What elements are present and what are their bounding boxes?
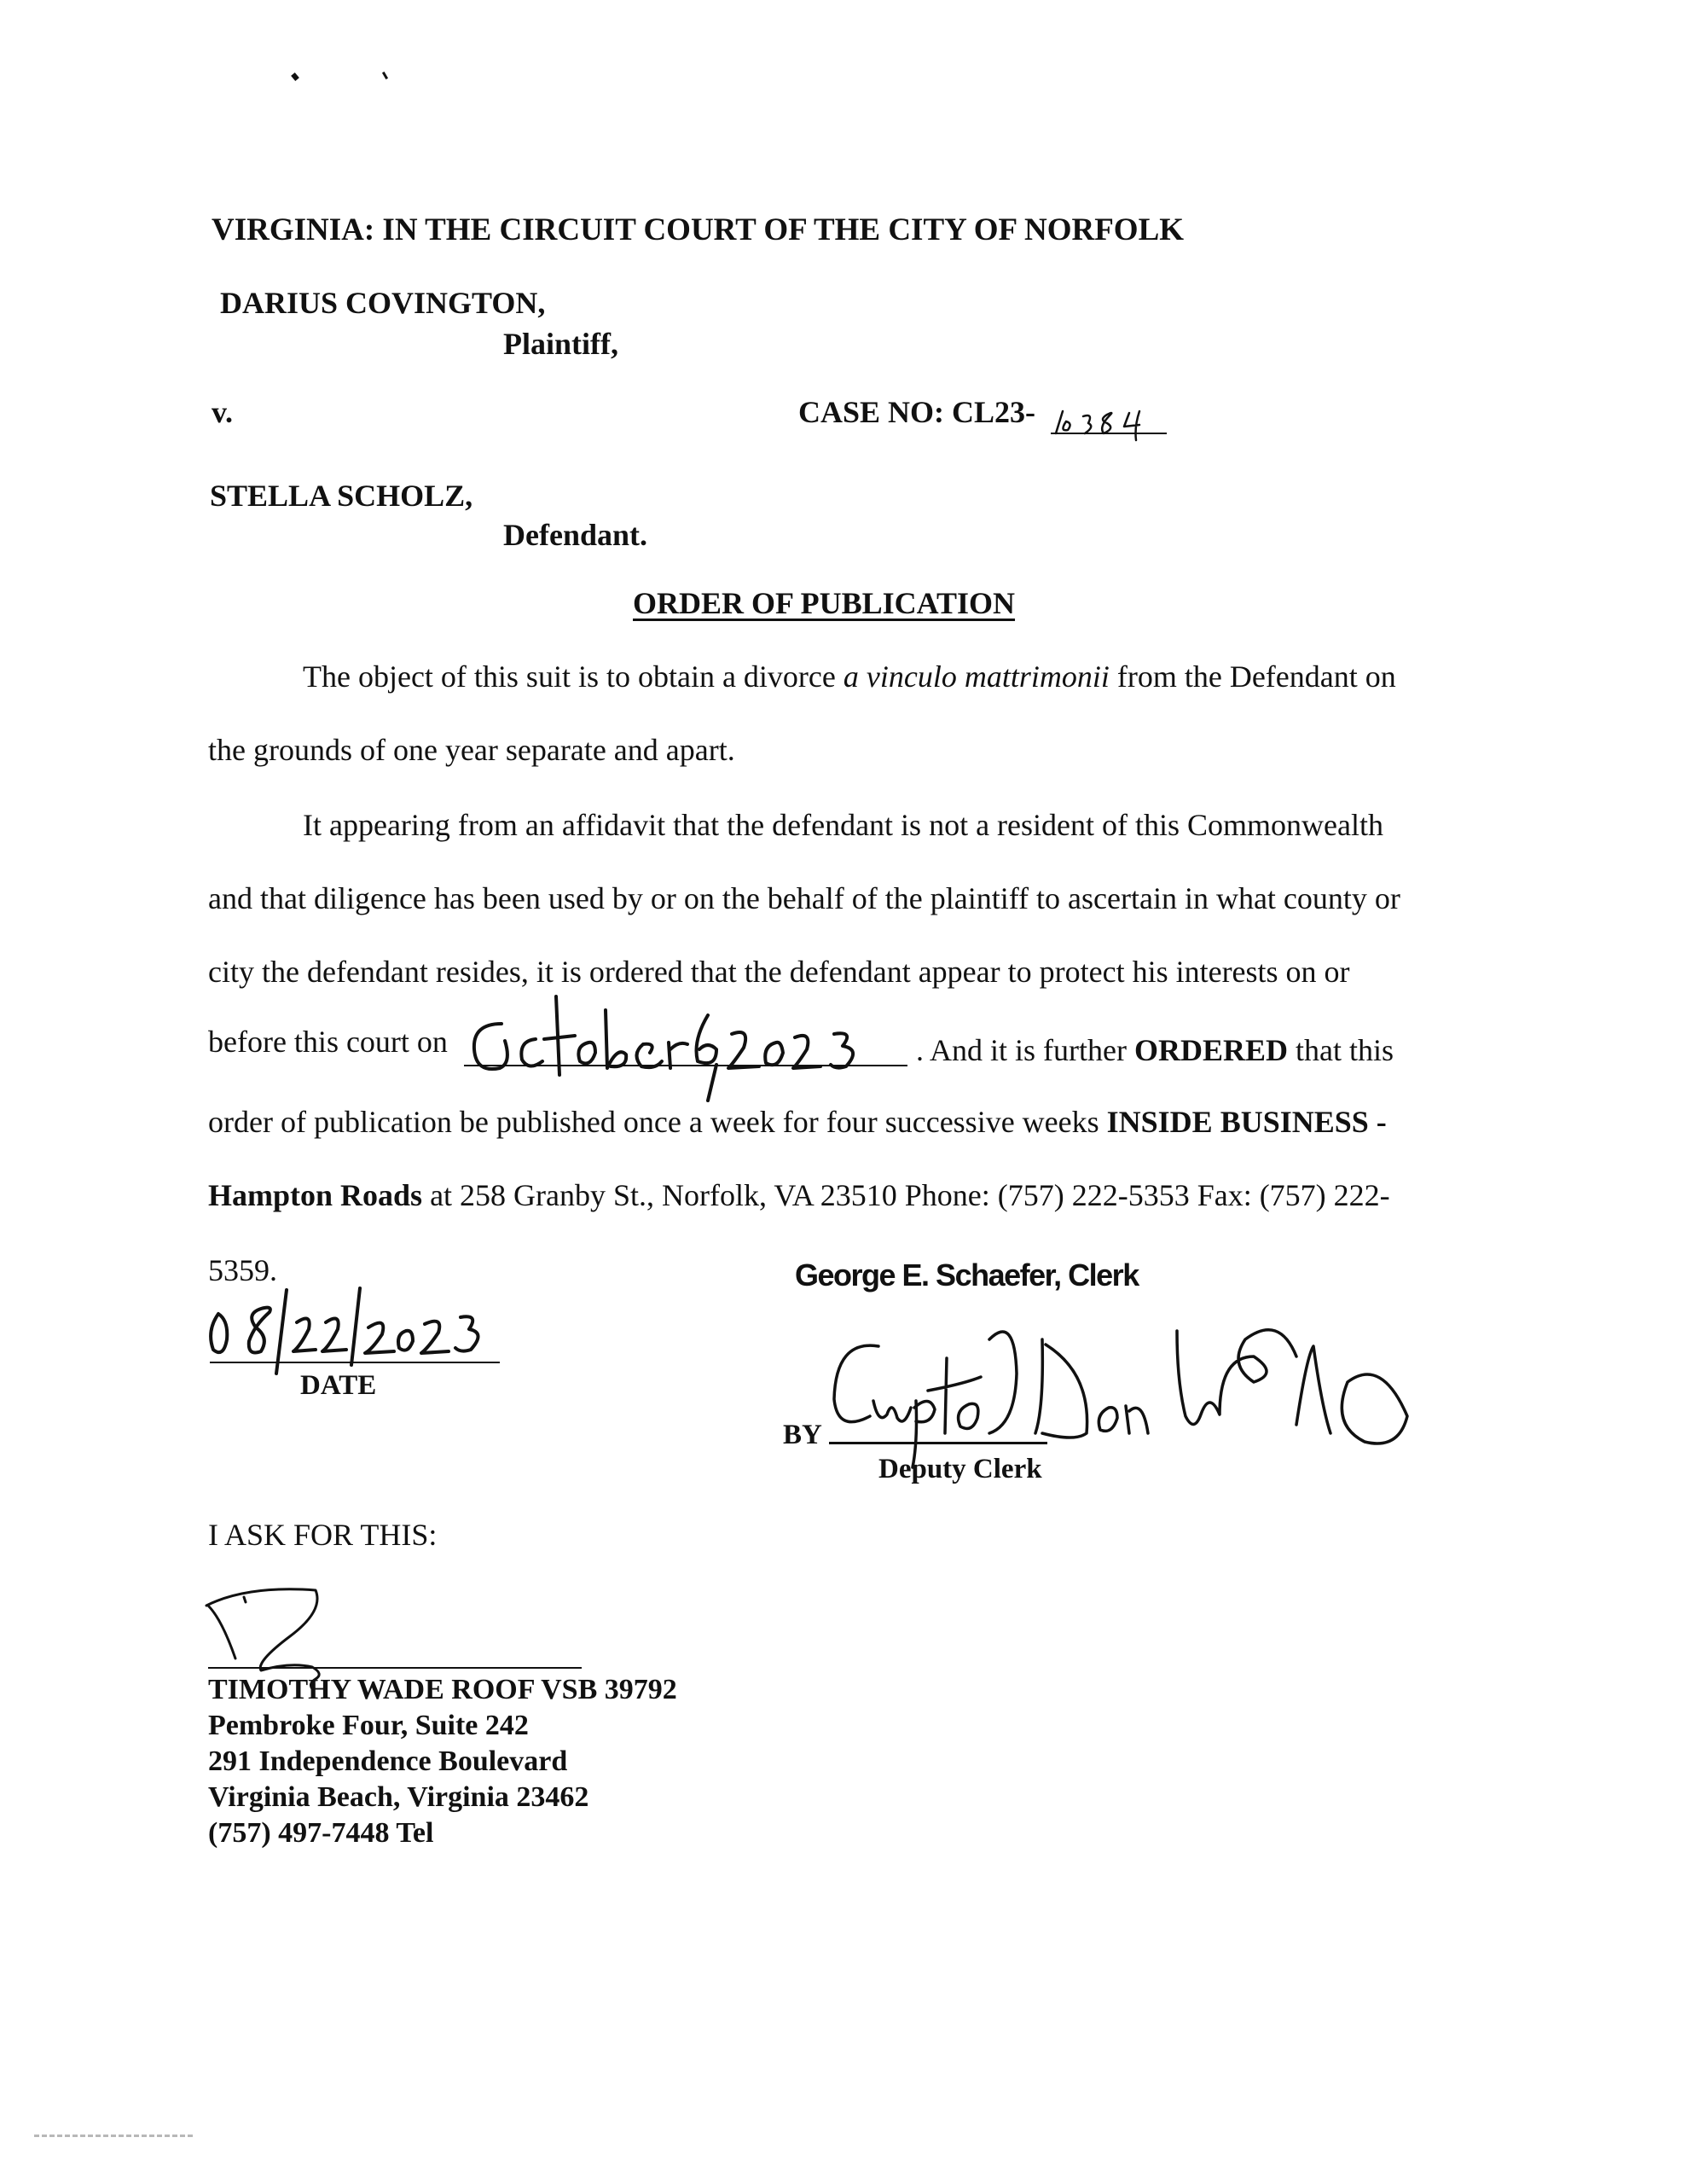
scan-mark bbox=[382, 72, 388, 79]
court-header: VIRGINIA: IN THE CIRCUIT COURT OF THE CITY OF NORFOLK bbox=[212, 212, 1185, 247]
paragraph-text: The object of this suit is to obtain a divorce bbox=[303, 659, 844, 694]
publication-name: Hampton Roads bbox=[208, 1178, 423, 1212]
attorney-signature-handwritten bbox=[196, 1585, 418, 1687]
versus-label: v. bbox=[212, 395, 234, 429]
scan-mark bbox=[291, 73, 299, 81]
paragraph-2-line-7: 5359. bbox=[208, 1253, 277, 1287]
paragraph-1-line-1 bbox=[303, 659, 1396, 694]
phone-line: (757) 497-7448 Tel bbox=[208, 1817, 434, 1849]
date-label: DATE bbox=[300, 1370, 377, 1401]
paragraph-text: that this bbox=[1288, 1033, 1394, 1067]
paragraph-2-line-1: It appearing from an affidavit that the defendant is not a resident of this Commonwealth bbox=[303, 808, 1383, 842]
defendant-role: Defendant. bbox=[503, 518, 647, 552]
paragraph-text: from the Defendant on bbox=[1109, 659, 1396, 694]
address-line-2: 291 Independence Boulevard bbox=[208, 1745, 568, 1777]
case-number-handwritten bbox=[1051, 401, 1170, 444]
defendant-name: STELLA SCHOLZ, bbox=[210, 479, 473, 513]
request-label: I ASK FOR THIS: bbox=[208, 1518, 438, 1552]
scan-artifact bbox=[34, 2135, 193, 2137]
paragraph-text: order of publication be published once a week for four successive weeks bbox=[208, 1105, 1107, 1139]
paragraph-text: . And it is further bbox=[916, 1033, 1134, 1067]
paragraph-1-line-2: the grounds of one year separate and apart. bbox=[208, 733, 735, 767]
publication-address: at 258 Granby St., Norfolk, VA 23510 Phone: (757) 222-5353 Fax: (757) 222- bbox=[422, 1178, 1390, 1212]
document-title: ORDER OF PUBLICATION bbox=[633, 586, 1016, 620]
paragraph-2-line-2: and that diligence has been used by or on the behalf of the plaintiff to ascertain in what county or bbox=[208, 881, 1400, 915]
case-number-label: CASE NO: CL23- bbox=[798, 395, 1036, 429]
signed-date-handwritten bbox=[201, 1280, 559, 1382]
clerk-name: George E. Schaefer, Clerk bbox=[795, 1258, 1139, 1292]
plaintiff-role: Plaintiff, bbox=[503, 327, 618, 361]
address-line-3: Virginia Beach, Virginia 23462 bbox=[208, 1781, 589, 1813]
address-line-1: Pembroke Four, Suite 242 bbox=[208, 1710, 529, 1741]
by-label: BY bbox=[783, 1420, 822, 1450]
appearance-date-handwritten bbox=[461, 990, 921, 1109]
attorney-signature-line bbox=[208, 1667, 582, 1669]
deputy-clerk-title: Deputy Clerk bbox=[878, 1454, 1042, 1484]
plaintiff-name: DARIUS COVINGTON, bbox=[220, 286, 546, 320]
ordered-keyword: ORDERED bbox=[1133, 1033, 1289, 1067]
paragraph-2-line-5 bbox=[208, 1104, 1387, 1140]
paragraph-2-line-3: city the defendant resides, it is ordered that the defendant appear to protect his interests on or bbox=[208, 955, 1350, 989]
paragraph-2-line-4-post bbox=[916, 1032, 1394, 1068]
attorney-line: TIMOTHY WADE ROOF VSB 39792 bbox=[208, 1674, 677, 1705]
latin-phrase: a vinculo mattrimonii bbox=[843, 659, 1110, 694]
paragraph-2-line-6 bbox=[208, 1177, 1390, 1213]
paragraph-2-line-4-pre: before this court on bbox=[208, 1025, 448, 1059]
publication-name: INSIDE BUSINESS - bbox=[1106, 1105, 1387, 1139]
date-signature-line bbox=[210, 1362, 500, 1363]
